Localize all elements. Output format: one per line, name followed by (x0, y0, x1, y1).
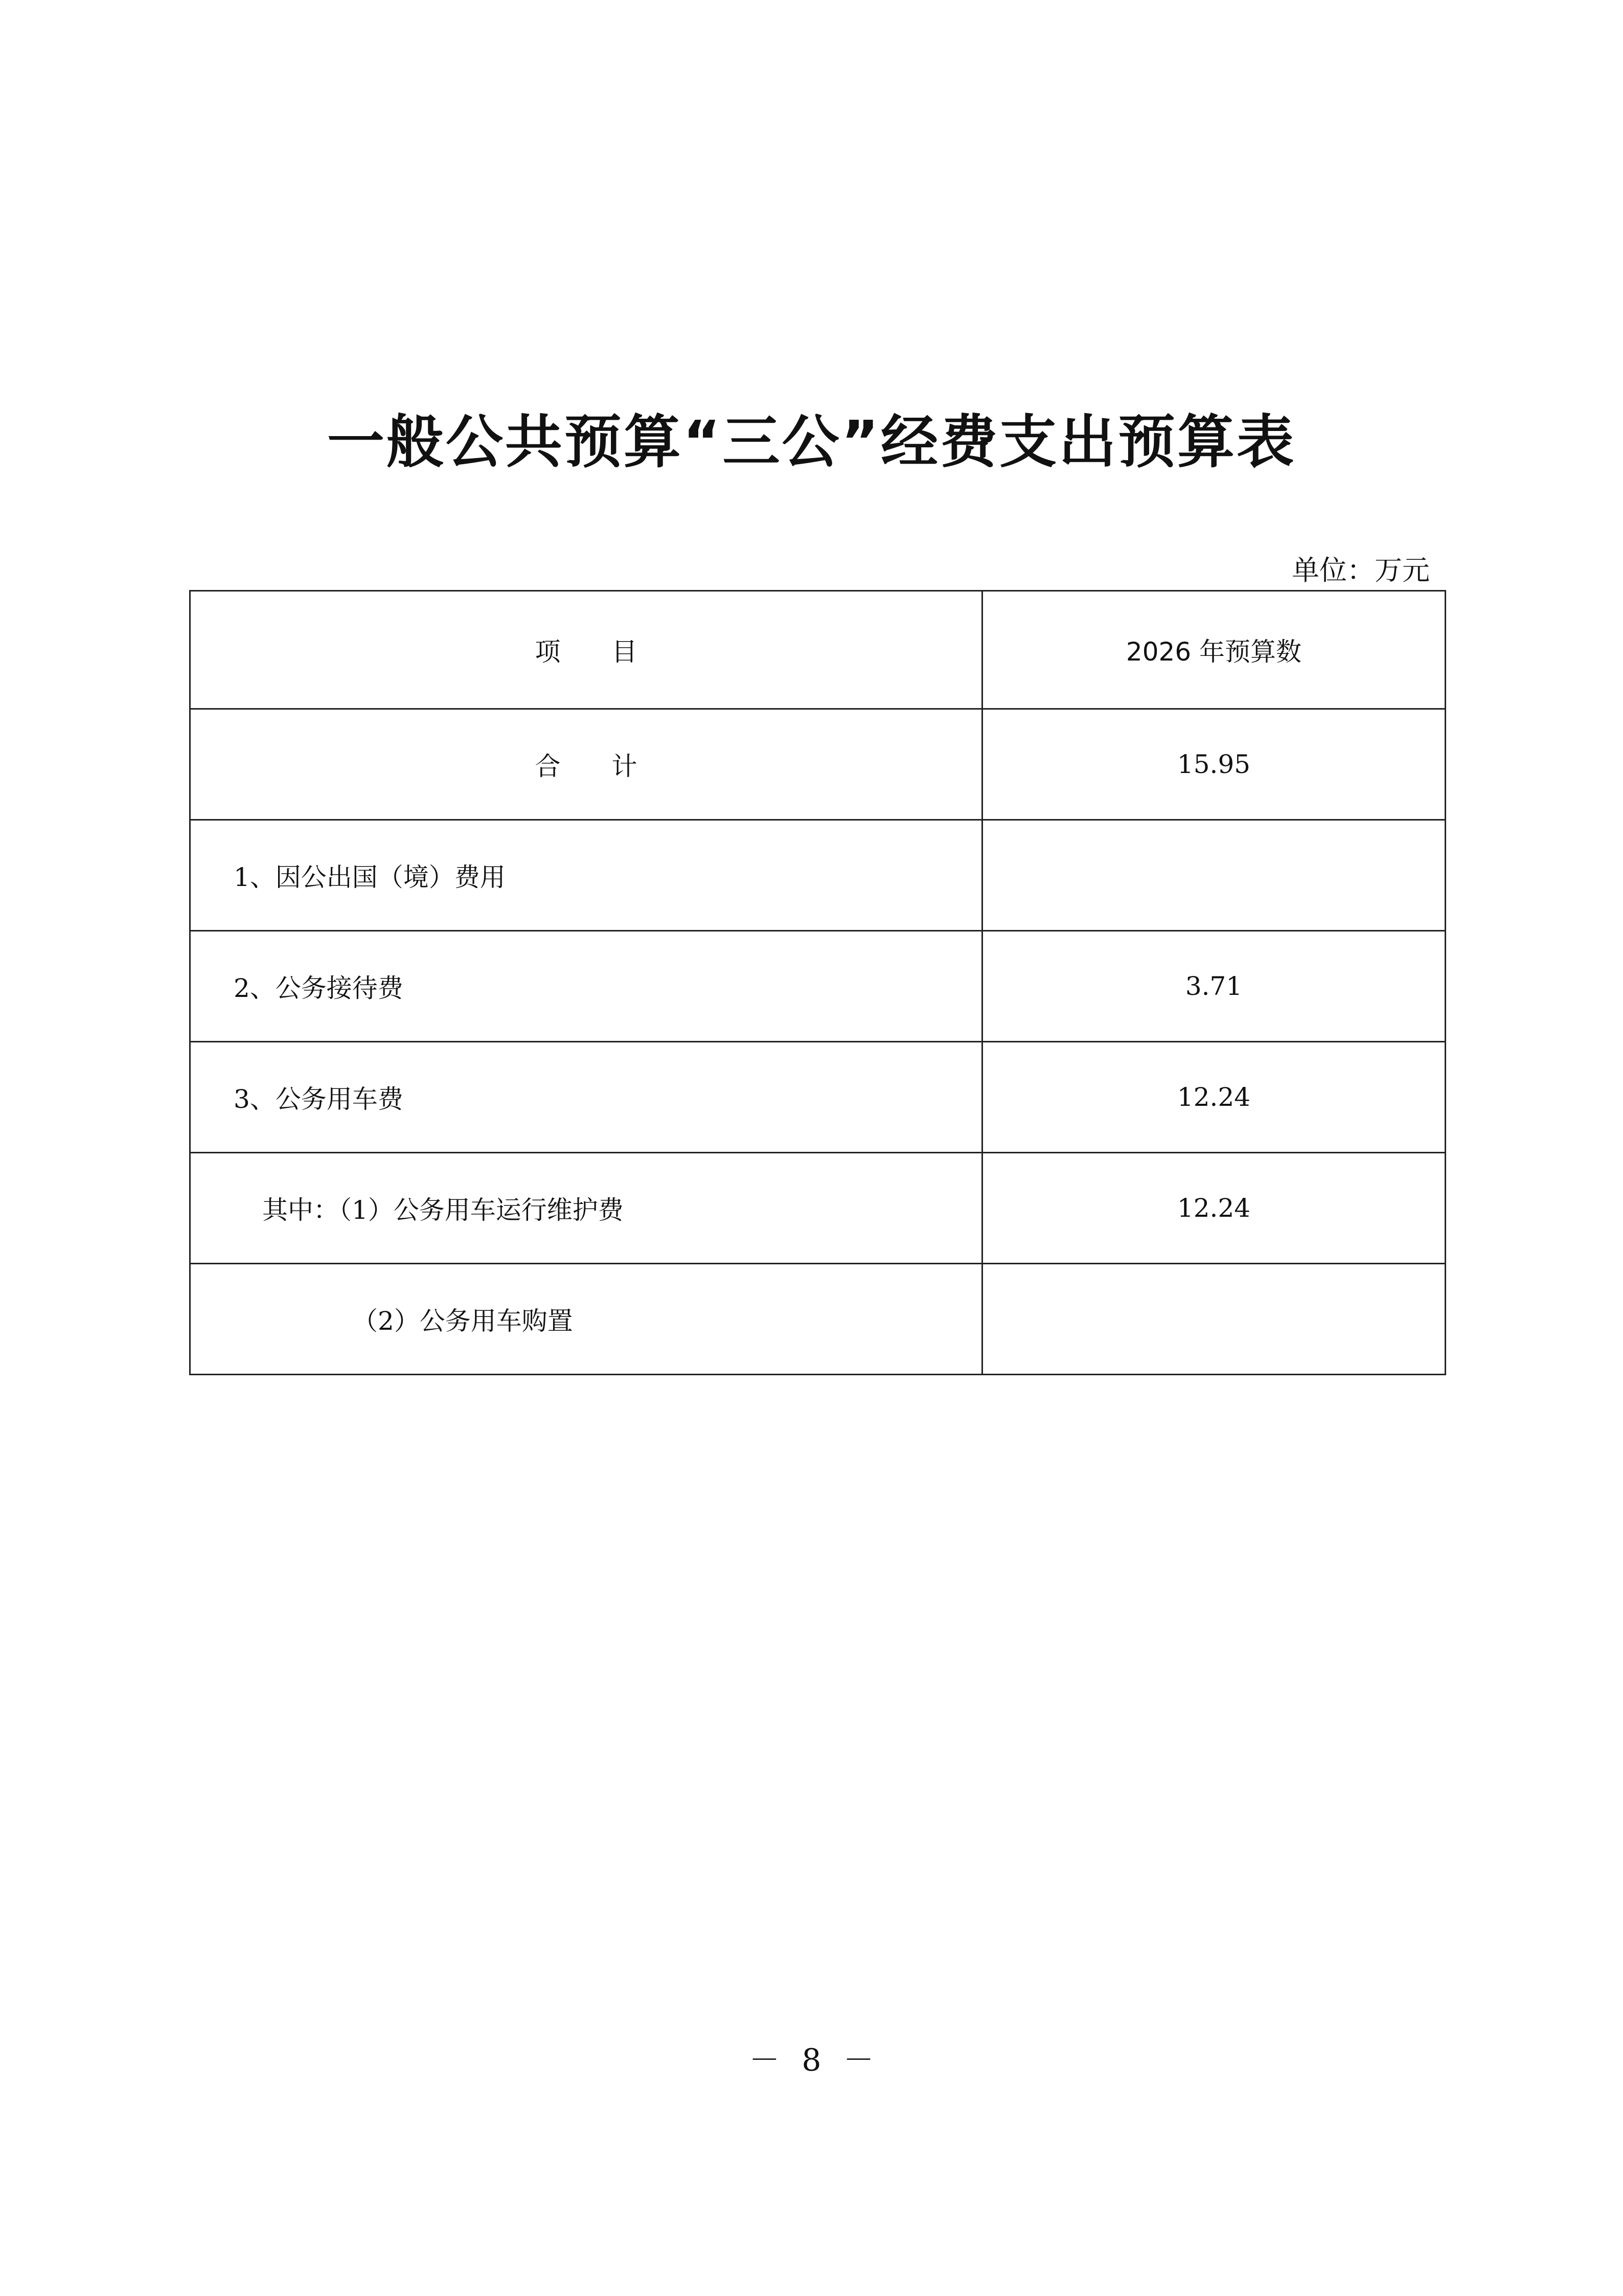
unit-label: 单位：万元 (1292, 554, 1430, 586)
row-item-reception (190, 931, 982, 1042)
row-amount-value: 12.24 (1177, 1082, 1251, 1112)
page-number: － 8 － (749, 2042, 874, 2078)
header-item-label: 项 目 (535, 637, 637, 667)
row-amount-value: 15.95 (1177, 749, 1251, 779)
row-amount-overseas (982, 820, 1446, 931)
table-row (190, 1042, 1446, 1153)
table-row (190, 1153, 1446, 1264)
row-item-vehicle (190, 1042, 982, 1153)
table-header-row (190, 591, 1446, 709)
table-row (190, 1264, 1446, 1375)
row-item-vehicle-maintenance (190, 1153, 982, 1264)
row-item-vehicle-purchase (190, 1264, 982, 1375)
table-row (190, 820, 1446, 931)
table-row-total (190, 709, 1446, 820)
row-item-label: 其中：（1）公务用车运行维护费 (262, 1195, 624, 1225)
header-amount-label: 2026 年预算数 (1126, 637, 1302, 667)
row-amount-vehicle (982, 1042, 1446, 1153)
row-item-overseas (190, 820, 982, 931)
row-amount-total (982, 709, 1446, 820)
row-amount-value: 12.24 (1177, 1193, 1251, 1223)
budget-table (189, 590, 1446, 1375)
row-item-label: 3、公务用车费 (234, 1084, 403, 1114)
row-amount-vehicle-purchase (982, 1264, 1446, 1375)
row-amount-vehicle-maintenance (982, 1153, 1446, 1264)
row-item-label: 合 计 (535, 752, 637, 781)
row-amount-value: 3.71 (1185, 971, 1243, 1001)
row-item-label: 2、公务接待费 (234, 973, 403, 1003)
row-amount-reception (982, 931, 1446, 1042)
table-row (190, 931, 1446, 1042)
header-item (190, 591, 982, 709)
page-title: 一般公共预算“三公”经费支出预算表 (327, 409, 1296, 475)
row-item-total (190, 709, 982, 820)
header-amount (982, 591, 1446, 709)
row-item-label: 1、因公出国（境）费用 (234, 862, 506, 892)
row-item-label: （2）公务用车购置 (352, 1306, 573, 1336)
